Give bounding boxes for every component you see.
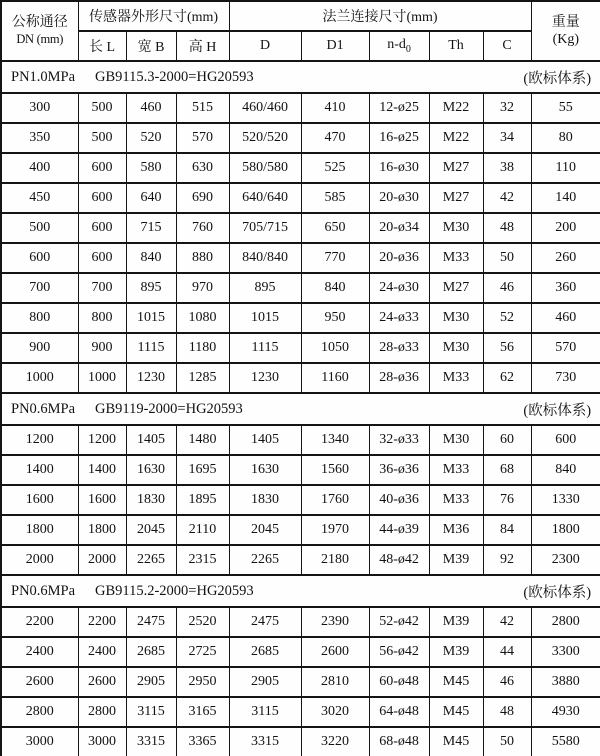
cell-C: 84 — [483, 515, 531, 545]
cell-D1: 410 — [301, 93, 369, 123]
cell-weight: 2800 — [531, 607, 600, 637]
cell-length-L: 600 — [78, 213, 126, 243]
table-row — [1, 425, 600, 455]
section-header-row — [1, 61, 600, 93]
cell-D1: 2600 — [301, 637, 369, 667]
cell-weight: 3300 — [531, 637, 600, 667]
cell-width-B: 1630 — [126, 455, 176, 485]
cell-D1: 840 — [301, 273, 369, 303]
cell-height-H: 515 — [176, 93, 229, 123]
cell-weight: 730 — [531, 363, 600, 393]
cell-length-L: 1800 — [78, 515, 126, 545]
cell-Th: M30 — [429, 333, 483, 363]
cell-width-B: 2905 — [126, 667, 176, 697]
cell-C: 68 — [483, 455, 531, 485]
cell-D: 2045 — [229, 515, 301, 545]
cell-D: 2475 — [229, 607, 301, 637]
cell-width-B: 895 — [126, 273, 176, 303]
cell-weight: 2300 — [531, 545, 600, 575]
pressure-rating-label: PN0.6MPa — [11, 582, 76, 599]
table-row — [1, 273, 600, 303]
cell-length-L: 2600 — [78, 667, 126, 697]
cell-height-H: 3365 — [176, 727, 229, 756]
pressure-rating-label: PN0.6MPa — [11, 400, 76, 417]
cell-C: 50 — [483, 243, 531, 273]
table-row — [1, 93, 600, 123]
cell-D: 895 — [229, 273, 301, 303]
cell-n-d0: 48-ø42 — [369, 545, 429, 575]
cell-width-B: 3315 — [126, 727, 176, 756]
cell-D1: 3020 — [301, 697, 369, 727]
cell-n-d0: 28-ø33 — [369, 333, 429, 363]
cell-n-d0: 24-ø33 — [369, 303, 429, 333]
cell-dn: 2600 — [1, 667, 78, 697]
cell-weight: 1800 — [531, 515, 600, 545]
cell-height-H: 2520 — [176, 607, 229, 637]
cell-height-H: 1480 — [176, 425, 229, 455]
cell-weight: 110 — [531, 153, 600, 183]
cell-Th: M39 — [429, 637, 483, 667]
cell-height-H: 1180 — [176, 333, 229, 363]
cell-Th: M45 — [429, 667, 483, 697]
cell-height-H: 2950 — [176, 667, 229, 697]
col-group-flange-dimensions: 法兰连接尺寸(mm) — [229, 1, 531, 31]
cell-weight: 200 — [531, 213, 600, 243]
standard-code-label: GB9115.3-2000=HG20593 — [95, 68, 254, 85]
cell-dn: 450 — [1, 183, 78, 213]
cell-weight: 360 — [531, 273, 600, 303]
cell-weight: 140 — [531, 183, 600, 213]
cell-length-L: 700 — [78, 273, 126, 303]
table-row — [1, 607, 600, 637]
table-row — [1, 183, 600, 213]
cell-C: 56 — [483, 333, 531, 363]
cell-width-B: 2475 — [126, 607, 176, 637]
cell-length-L: 2000 — [78, 545, 126, 575]
cell-dn: 600 — [1, 243, 78, 273]
col-group-sensor-dimensions: 传感器外形尺寸(mm) — [78, 1, 229, 31]
cell-D1: 1970 — [301, 515, 369, 545]
cell-n-d0: 64-ø48 — [369, 697, 429, 727]
dn-unit-label: DN (mm) — [16, 31, 64, 46]
standard-system-note: (欧标体系) — [523, 70, 592, 87]
cell-dn: 1200 — [1, 425, 78, 455]
cell-height-H: 970 — [176, 273, 229, 303]
cell-Th: M30 — [429, 213, 483, 243]
cell-width-B: 2045 — [126, 515, 176, 545]
col-header-n-d0: $n-d_0$ — [369, 31, 429, 61]
standard-system-note: (欧标体系) — [523, 584, 592, 601]
cell-length-L: 600 — [78, 183, 126, 213]
table-row — [1, 363, 600, 393]
cell-D1: 1160 — [301, 363, 369, 393]
col-header-D: D — [229, 31, 301, 61]
weight-label: 重量 — [551, 14, 580, 30]
cell-dn: 2000 — [1, 545, 78, 575]
cell-C: 48 — [483, 697, 531, 727]
cell-weight: 5580 — [531, 727, 600, 756]
cell-Th: M27 — [429, 183, 483, 213]
section-header-cell — [1, 393, 600, 425]
table-row — [1, 243, 600, 273]
cell-length-L: 3000 — [78, 727, 126, 756]
col-header-D1: D1 — [301, 31, 369, 61]
cell-width-B: 520 — [126, 123, 176, 153]
table-row — [1, 123, 600, 153]
cell-weight: 570 — [531, 333, 600, 363]
cell-C: 76 — [483, 485, 531, 515]
cell-width-B: 840 — [126, 243, 176, 273]
cell-weight: 260 — [531, 243, 600, 273]
cell-D1: 650 — [301, 213, 369, 243]
header-row-columns — [1, 31, 600, 61]
cell-length-L: 600 — [78, 153, 126, 183]
cell-C: 44 — [483, 637, 531, 667]
cell-n-d0: 20-ø30 — [369, 183, 429, 213]
col-header-weight — [531, 1, 600, 61]
standard-system-note: (欧标体系) — [523, 402, 592, 419]
cell-n-d0: 20-ø36 — [369, 243, 429, 273]
cell-width-B: 1830 — [126, 485, 176, 515]
col-header-Th: Th — [429, 31, 483, 61]
cell-width-B: 2265 — [126, 545, 176, 575]
table-row — [1, 727, 600, 756]
cell-dn: 700 — [1, 273, 78, 303]
cell-D1: 2390 — [301, 607, 369, 637]
weight-unit-label: (Kg) — [552, 32, 580, 47]
cell-D: 1115 — [229, 333, 301, 363]
col-header-width-B: 宽 B — [126, 31, 176, 61]
table-row — [1, 455, 600, 485]
cell-n-d0: 20-ø34 — [369, 213, 429, 243]
cell-width-B: 1230 — [126, 363, 176, 393]
cell-weight: 3880 — [531, 667, 600, 697]
cell-length-L: 2400 — [78, 637, 126, 667]
cell-n-d0: 28-ø36 — [369, 363, 429, 393]
cell-D1: 470 — [301, 123, 369, 153]
cell-dn: 1600 — [1, 485, 78, 515]
cell-D: 705/715 — [229, 213, 301, 243]
table-row — [1, 153, 600, 183]
cell-D1: 3220 — [301, 727, 369, 756]
cell-C: 92 — [483, 545, 531, 575]
cell-height-H: 630 — [176, 153, 229, 183]
section-header-row — [1, 575, 600, 607]
cell-length-L: 900 — [78, 333, 126, 363]
cell-D1: 950 — [301, 303, 369, 333]
cell-C: 60 — [483, 425, 531, 455]
cell-dn: 800 — [1, 303, 78, 333]
cell-height-H: 2110 — [176, 515, 229, 545]
cell-Th: M33 — [429, 455, 483, 485]
cell-n-d0: 36-ø36 — [369, 455, 429, 485]
cell-width-B: 460 — [126, 93, 176, 123]
header-row-groups — [1, 1, 600, 31]
cell-D: 1830 — [229, 485, 301, 515]
cell-dn: 2200 — [1, 607, 78, 637]
pressure-rating-label: PN1.0MPa — [11, 68, 76, 85]
cell-D: 1015 — [229, 303, 301, 333]
table-row — [1, 213, 600, 243]
cell-length-L: 1600 — [78, 485, 126, 515]
section-header-row — [1, 393, 600, 425]
cell-D: 840/840 — [229, 243, 301, 273]
cell-height-H: 880 — [176, 243, 229, 273]
cell-weight: 55 — [531, 93, 600, 123]
cell-Th: M22 — [429, 123, 483, 153]
cell-C: 32 — [483, 93, 531, 123]
cell-height-H: 3165 — [176, 697, 229, 727]
cell-D: 3315 — [229, 727, 301, 756]
cell-height-H: 1895 — [176, 485, 229, 515]
cell-Th: M30 — [429, 303, 483, 333]
table-row — [1, 333, 600, 363]
cell-length-L: 1400 — [78, 455, 126, 485]
cell-dn: 300 — [1, 93, 78, 123]
cell-D: 1630 — [229, 455, 301, 485]
cell-dn: 1800 — [1, 515, 78, 545]
cell-D1: 2180 — [301, 545, 369, 575]
cell-n-d0: 68-ø48 — [369, 727, 429, 756]
cell-weight: 600 — [531, 425, 600, 455]
col-header-C: C — [483, 31, 531, 61]
cell-length-L: 500 — [78, 93, 126, 123]
cell-C: 42 — [483, 183, 531, 213]
cell-dn: 500 — [1, 213, 78, 243]
cell-weight: 460 — [531, 303, 600, 333]
cell-width-B: 1015 — [126, 303, 176, 333]
cell-weight: 840 — [531, 455, 600, 485]
cell-Th: M45 — [429, 697, 483, 727]
cell-D1: 770 — [301, 243, 369, 273]
cell-n-d0: 12-ø25 — [369, 93, 429, 123]
col-header-length-L: 长 L — [78, 31, 126, 61]
cell-dn: 1000 — [1, 363, 78, 393]
cell-width-B: 1115 — [126, 333, 176, 363]
col-header-nominal-diameter — [1, 1, 78, 61]
cell-dn: 350 — [1, 123, 78, 153]
cell-Th: M22 — [429, 93, 483, 123]
cell-Th: M33 — [429, 485, 483, 515]
table-row — [1, 515, 600, 545]
table-row — [1, 697, 600, 727]
cell-D: 2265 — [229, 545, 301, 575]
cell-Th: M39 — [429, 545, 483, 575]
cell-height-H: 2315 — [176, 545, 229, 575]
cell-D: 1230 — [229, 363, 301, 393]
cell-length-L: 500 — [78, 123, 126, 153]
table-row — [1, 303, 600, 333]
spec-table-body — [1, 61, 600, 756]
cell-D1: 585 — [301, 183, 369, 213]
cell-D1: 1760 — [301, 485, 369, 515]
cell-height-H: 1285 — [176, 363, 229, 393]
cell-n-d0: 24-ø30 — [369, 273, 429, 303]
cell-width-B: 2685 — [126, 637, 176, 667]
cell-length-L: 1000 — [78, 363, 126, 393]
cell-dn: 2800 — [1, 697, 78, 727]
cell-D: 2905 — [229, 667, 301, 697]
cell-n-d0: 60-ø48 — [369, 667, 429, 697]
cell-D1: 1340 — [301, 425, 369, 455]
cell-height-H: 2725 — [176, 637, 229, 667]
cell-length-L: 2200 — [78, 607, 126, 637]
cell-C: 34 — [483, 123, 531, 153]
cell-dn: 400 — [1, 153, 78, 183]
standard-code-label: GB9115.2-2000=HG20593 — [95, 582, 254, 599]
cell-D1: 1560 — [301, 455, 369, 485]
section-header-cell — [1, 61, 600, 93]
cell-Th: M39 — [429, 607, 483, 637]
section-header-cell — [1, 575, 600, 607]
cell-weight: 4930 — [531, 697, 600, 727]
cell-C: 46 — [483, 273, 531, 303]
table-row — [1, 637, 600, 667]
col-header-height-H: 高 H — [176, 31, 229, 61]
cell-C: 42 — [483, 607, 531, 637]
cell-Th: M27 — [429, 153, 483, 183]
cell-n-d0: 16-ø25 — [369, 123, 429, 153]
cell-dn: 900 — [1, 333, 78, 363]
cell-width-B: 715 — [126, 213, 176, 243]
cell-weight: 1330 — [531, 485, 600, 515]
cell-D1: 2810 — [301, 667, 369, 697]
cell-Th: M36 — [429, 515, 483, 545]
cell-D: 2685 — [229, 637, 301, 667]
table-row — [1, 545, 600, 575]
cell-C: 48 — [483, 213, 531, 243]
table-header — [1, 1, 600, 61]
cell-D: 1405 — [229, 425, 301, 455]
cell-dn: 3000 — [1, 727, 78, 756]
cell-width-B: 1405 — [126, 425, 176, 455]
cell-length-L: 600 — [78, 243, 126, 273]
standard-code-label: GB9119-2000=HG20593 — [95, 400, 243, 417]
cell-height-H: 690 — [176, 183, 229, 213]
cell-n-d0: 44-ø39 — [369, 515, 429, 545]
cell-D: 520/520 — [229, 123, 301, 153]
cell-n-d0: 16-ø30 — [369, 153, 429, 183]
cell-C: 52 — [483, 303, 531, 333]
cell-Th: M33 — [429, 243, 483, 273]
cell-dn: 2400 — [1, 637, 78, 667]
cell-weight: 80 — [531, 123, 600, 153]
cell-D: 580/580 — [229, 153, 301, 183]
cell-n-d0: 52-ø42 — [369, 607, 429, 637]
cell-D: 640/640 — [229, 183, 301, 213]
cell-width-B: 640 — [126, 183, 176, 213]
cell-length-L: 800 — [78, 303, 126, 333]
table-row — [1, 485, 600, 515]
cell-height-H: 570 — [176, 123, 229, 153]
cell-Th: M33 — [429, 363, 483, 393]
cell-dn: 1400 — [1, 455, 78, 485]
cell-length-L: 2800 — [78, 697, 126, 727]
cell-C: 50 — [483, 727, 531, 756]
cell-C: 38 — [483, 153, 531, 183]
cell-n-d0: 56-ø42 — [369, 637, 429, 667]
cell-D1: 1050 — [301, 333, 369, 363]
cell-C: 62 — [483, 363, 531, 393]
cell-Th: M45 — [429, 727, 483, 756]
cell-C: 46 — [483, 667, 531, 697]
cell-width-B: 580 — [126, 153, 176, 183]
cell-Th: M27 — [429, 273, 483, 303]
cell-height-H: 760 — [176, 213, 229, 243]
cell-D: 460/460 — [229, 93, 301, 123]
table-row — [1, 667, 600, 697]
cell-n-d0: 32-ø33 — [369, 425, 429, 455]
cell-length-L: 1200 — [78, 425, 126, 455]
cell-Th: M30 — [429, 425, 483, 455]
cell-width-B: 3115 — [126, 697, 176, 727]
cell-n-d0: 40-ø36 — [369, 485, 429, 515]
cell-height-H: 1695 — [176, 455, 229, 485]
cell-D1: 525 — [301, 153, 369, 183]
nominal-diameter-label: 公称通径 — [11, 15, 68, 31]
cell-D: 3115 — [229, 697, 301, 727]
cell-height-H: 1080 — [176, 303, 229, 333]
